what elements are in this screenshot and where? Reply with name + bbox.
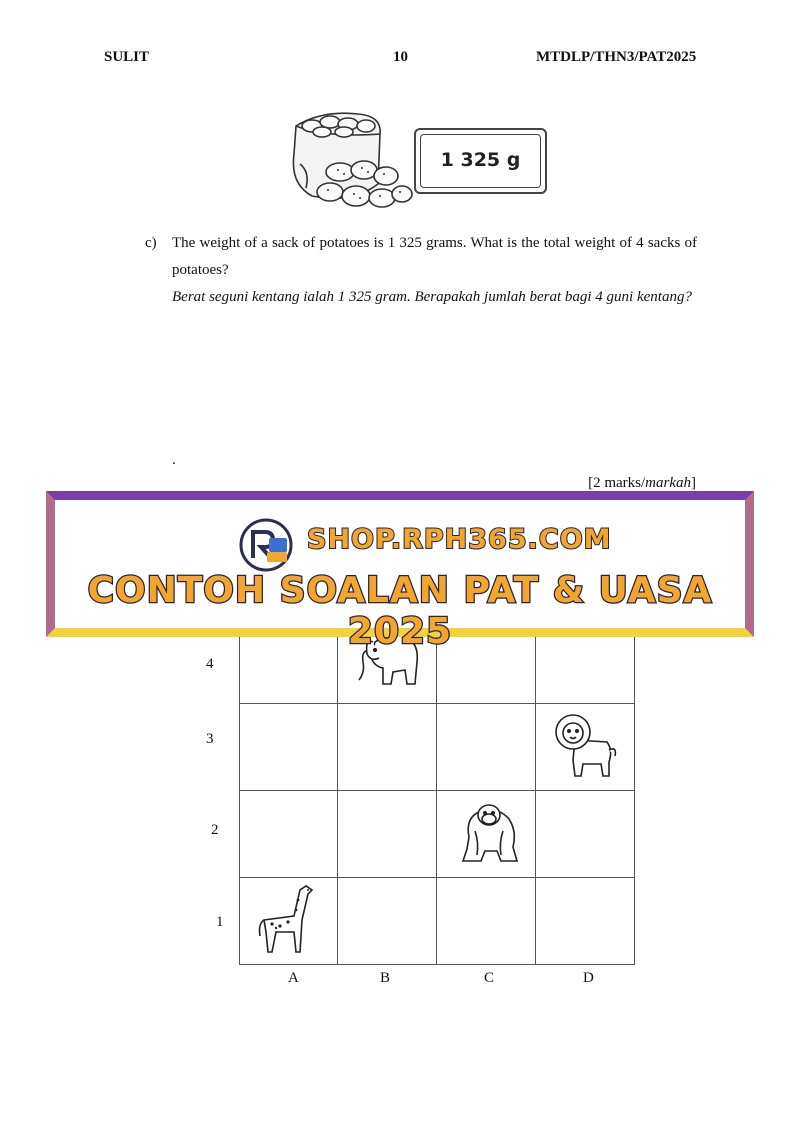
column-label-a: A: [288, 970, 299, 986]
question-english: The weight of a sack of potatoes is 1 325 grams. What is the total weight of 4 sacks of potatoes?: [172, 235, 697, 278]
page-number: 10: [393, 49, 408, 65]
banner-title: CONTOH SOALAN PAT & UASA 2025: [87, 570, 713, 652]
rph365-logo-icon: [239, 518, 293, 572]
weight-label-box: [414, 128, 547, 194]
banner-url: SHOP.RPH365.COM: [307, 524, 612, 555]
gorilla-icon: [455, 797, 525, 867]
answer-space-dot: .: [172, 452, 176, 468]
question-malay: Berat seguni kentang ialah 1 325 gram. Berapakah jumlah berat bagi 4 guni kentang?: [172, 289, 692, 305]
row-label-2: 2: [211, 822, 219, 838]
row-label-3: 3: [206, 731, 214, 747]
lion-icon: [553, 710, 619, 782]
giraffe-icon: [254, 880, 320, 954]
potato-sack-image: [282, 104, 418, 216]
row-label-1: 1: [216, 914, 224, 930]
question-label: c): [145, 235, 157, 251]
marks-label: [2 marks/markah]: [588, 475, 696, 491]
paper-code: MTDLP/THN3/PAT2025: [536, 49, 697, 65]
promo-banner: [46, 491, 754, 652]
header-left: SULIT: [104, 49, 150, 65]
column-label-d: D: [583, 970, 594, 986]
row-label-4: 4: [206, 656, 214, 672]
column-label-c: C: [484, 970, 495, 986]
weight-label: 1 325 g: [440, 149, 521, 171]
column-label-b: B: [380, 970, 391, 986]
